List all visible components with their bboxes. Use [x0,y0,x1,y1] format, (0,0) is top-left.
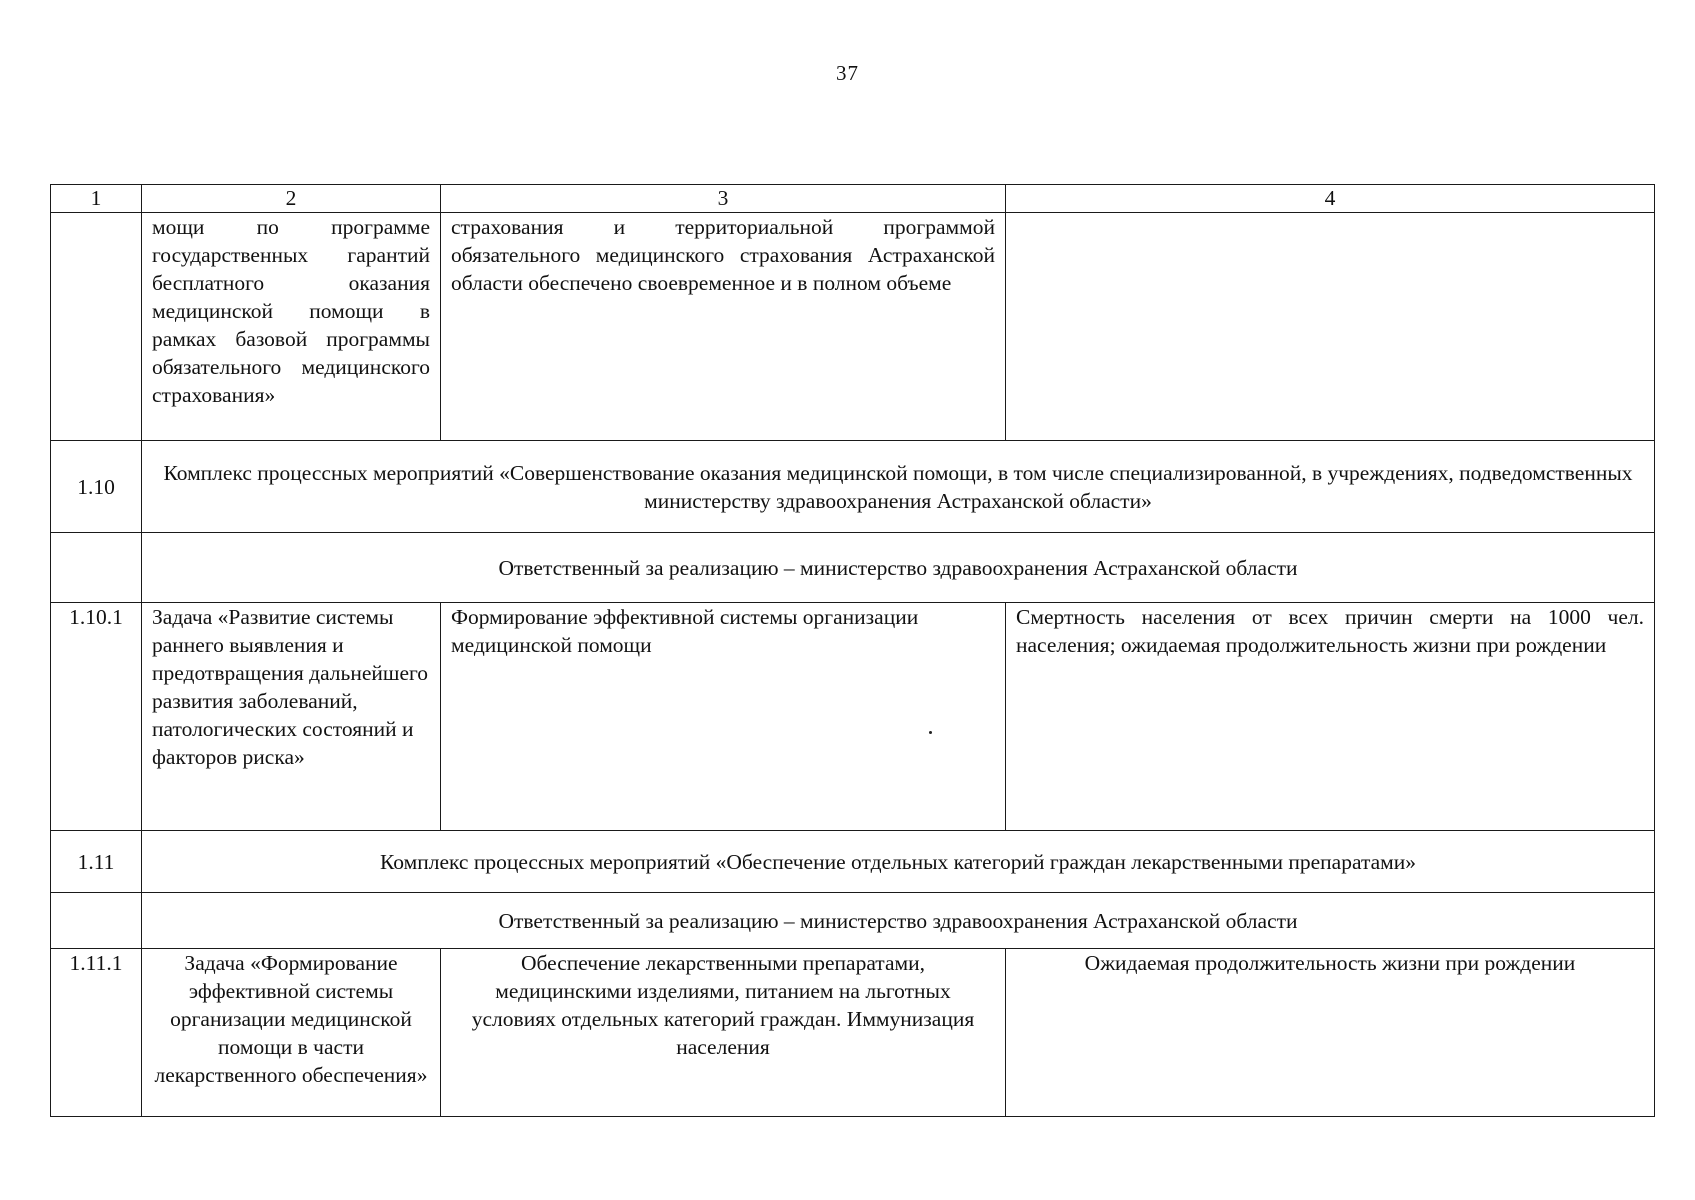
row-number-cell: 1.10.1 [51,603,142,831]
table-row [51,213,1655,441]
measure-cell: страхования и территориальной программой обязательного медицинского страхования Астраханской области обеспечено своевременное и в полном объеме [441,213,1006,441]
header-col-4: 4 [1006,185,1655,213]
section-title: Комплекс процессных мероприятий «Обеспечение отдельных категорий граждан лекарственными препаратами» [142,831,1655,893]
task-cell: мощи по программе государственных гарантий бесплатного оказания медицинской помощи в рамках базовой программы обязательного медицинского страхования» [142,213,441,441]
row-number-cell [51,533,142,603]
header-col-1: 1 [51,185,142,213]
task-cell: Задача «Развитие системы раннего выявления и предотвращения дальнейшего развития заболеваний, патологических состояний и факторов риска» [142,603,441,831]
row-number-cell [51,893,142,949]
measure-text: Формирование эффективной системы организации медицинской помощи [451,605,919,657]
indicator-cell: Ожидаемая продолжительность жизни при рождении [1006,949,1655,1117]
header-col-2: 2 [142,185,441,213]
responsible-row-1-10 [51,533,1655,603]
task-cell: Задача «Формирование эффективной системы организации медицинской помощи в части лекарственного обеспечения» [142,949,441,1117]
page-number: 37 [836,61,859,85]
responsible-text: Ответственный за реализацию – министерство здравоохранения Астраханской области [142,893,1655,949]
section-number: 1.10 [51,441,142,533]
table-row [51,949,1655,1117]
row-number-cell [51,213,142,441]
responsible-text: Ответственный за реализацию – министерство здравоохранения Астраханской области [142,533,1655,603]
section-row-1-10 [51,441,1655,533]
section-row-1-11 [51,831,1655,893]
header-col-3: 3 [441,185,1006,213]
table-row [51,603,1655,831]
program-table [50,184,1655,1117]
table-header-row [51,185,1655,213]
indicator-cell [1006,213,1655,441]
section-title: Комплекс процессных мероприятий «Совершенствование оказания медицинской помощи, в том числе специализированной, в учреждениях, подведомственных министерству здравоохранения Астраханской области» [142,441,1655,533]
responsible-row-1-11 [51,893,1655,949]
measure-cell [441,603,1006,831]
ink-dot [929,731,932,734]
row-number-cell: 1.11.1 [51,949,142,1117]
section-number: 1.11 [51,831,142,893]
measure-cell: Обеспечение лекарственными препаратами, медицинскими изделиями, питанием на льготных условиях отдельных категорий граждан. Иммунизация населения [441,949,1006,1117]
indicator-cell: Смертность населения от всех причин смерти на 1000 чел. населения; ожидаемая продолжительность жизни при рождении [1006,603,1655,831]
